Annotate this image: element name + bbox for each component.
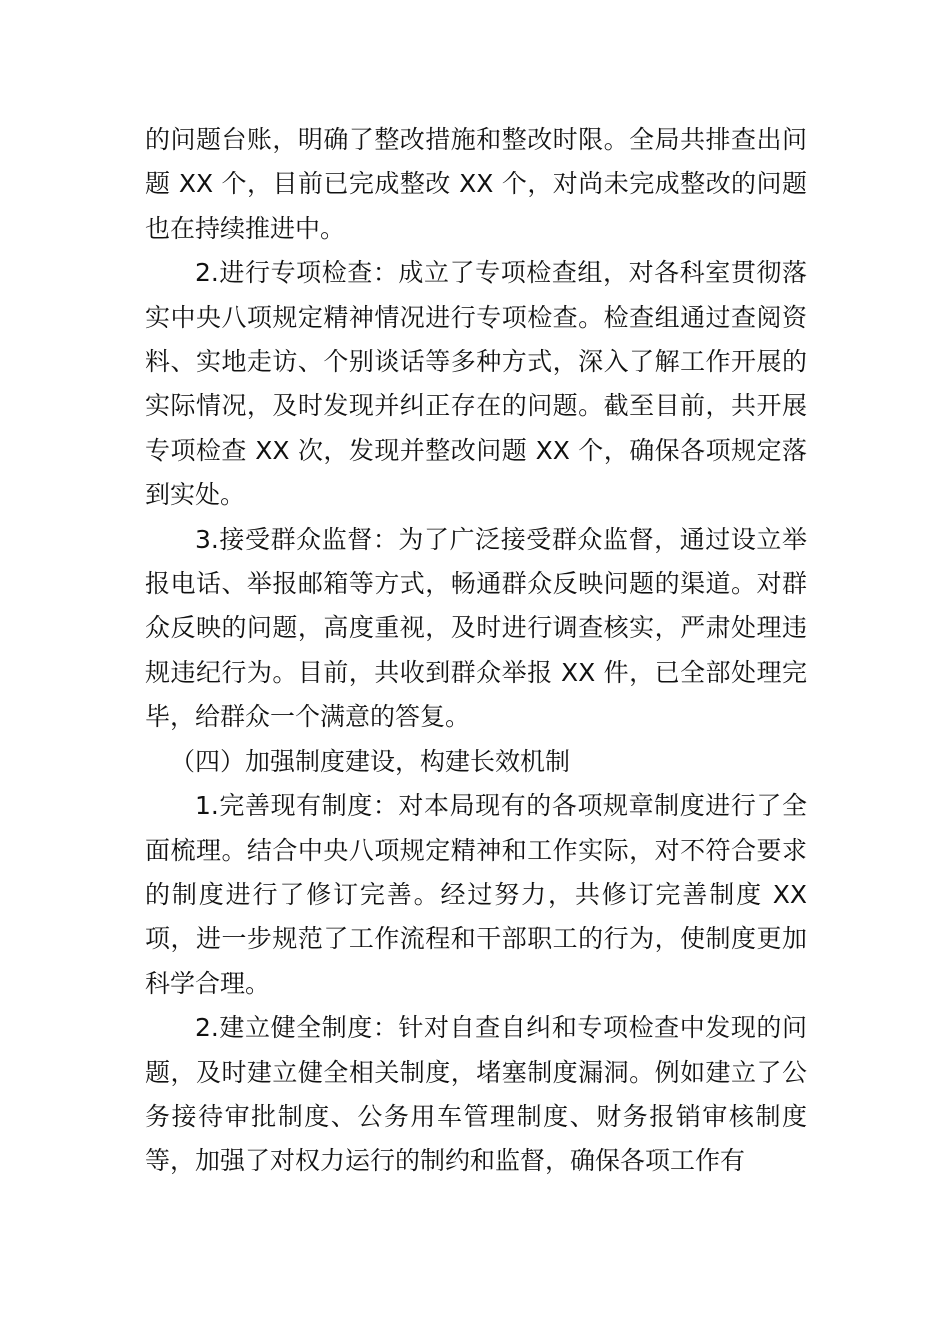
paragraph-establish-systems: 2.建立健全制度：针对自查自纠和专项检查中发现的问题，及时建立健全相关制度，堵塞制度漏洞。例如建立了公务接待审批制度、公务用车管理制度、财务报销审核制度等，加强了对权力运行的制约和监督，确保各项工作有 <box>145 1013 807 1176</box>
paragraph-public-supervision: 3.接受群众监督：为了广泛接受群众监督，通过设立举报电话、举报邮箱等方式，畅通群众反映问题的渠道。对群众反映的问题，高度重视，及时进行调查核实，严肃处理违规违纪行为。目前，共收到群众举报 XX 件，已全部处理完毕，给群众一个满意的答复。 <box>145 524 807 732</box>
paragraph-improve-existing-systems: 1.完善现有制度：对本局现有的各项规章制度进行了全面梳理。结合中央八项规定精神和工作实际，对不符合要求的制度进行了修订完善。经过努力，共修订完善制度 XX 项，进一步规范了工作流程和干部职工的行为，使制度更加科学合理。 <box>145 791 807 998</box>
section-heading-system-building: （四）加强制度建设，构建长效机制 <box>170 746 571 776</box>
paragraph-special-inspection: 2.进行专项检查：成立了专项检查组，对各科室贯彻落实中央八项规定精神情况进行专项检查。检查组通过查阅资料、实地走访、个别谈话等多种方式，深入了解工作开展的实际情况，及时发现并纠正存在的问题。截至目前，共开展专项检查 XX 次，发现并整改问题 XX 个，确保各项规定落到实处。 <box>145 258 807 510</box>
paragraph-rectification-continuation: 的问题台账，明确了整改措施和整改时限。全局共排查出问题 XX 个，目前已完成整改 XX 个，对尚未完成整改的问题也在持续推进中。 <box>145 125 807 243</box>
document-page <box>145 118 807 1184</box>
